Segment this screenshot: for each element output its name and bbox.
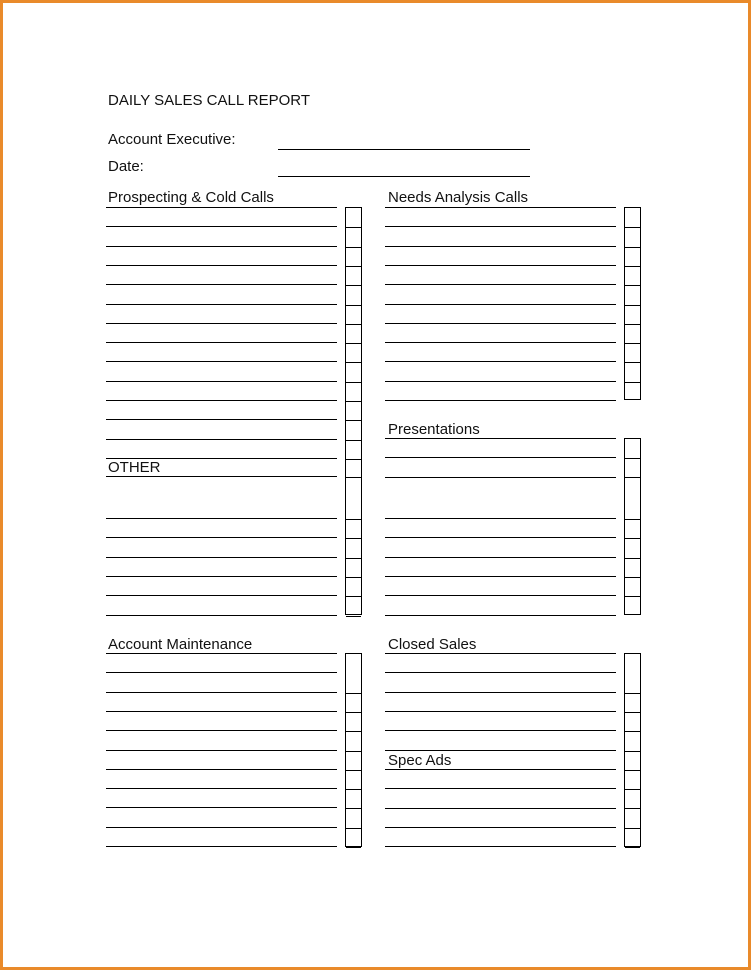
checkbox-divider bbox=[346, 382, 361, 383]
account-maintenance-section-label: Account Maintenance bbox=[108, 636, 253, 653]
needs-analysis-checkbox-column[interactable] bbox=[624, 207, 641, 400]
other-entry-line[interactable] bbox=[106, 576, 337, 577]
prospecting-entry-line[interactable] bbox=[106, 381, 337, 382]
checkbox-divider bbox=[346, 577, 361, 578]
account-maintenance-entry-line[interactable] bbox=[106, 769, 337, 770]
presentations-entry-line[interactable] bbox=[385, 477, 616, 478]
presentations-entry-line[interactable] bbox=[385, 438, 616, 439]
presentations-entry-line[interactable] bbox=[385, 595, 616, 596]
checkbox-divider bbox=[625, 693, 640, 694]
needs-analysis-entry-line[interactable] bbox=[385, 342, 616, 343]
prospecting-section-label: Prospecting & Cold Calls bbox=[108, 189, 274, 206]
prospecting-entry-line[interactable] bbox=[106, 207, 337, 208]
checkbox-divider bbox=[346, 477, 361, 478]
account-maintenance-entry-line[interactable] bbox=[106, 730, 337, 731]
checkbox-divider bbox=[625, 477, 640, 478]
checkbox-divider bbox=[346, 324, 361, 325]
closed-sales-entry-line[interactable] bbox=[385, 750, 616, 751]
presentations-entry-line[interactable] bbox=[385, 457, 616, 458]
checkbox-divider bbox=[346, 847, 361, 848]
account-maintenance-entry-line[interactable] bbox=[106, 827, 337, 828]
presentations-entry-line[interactable] bbox=[385, 576, 616, 577]
checkbox-divider bbox=[625, 227, 640, 228]
report-title: DAILY SALES CALL REPORT bbox=[108, 92, 311, 109]
prospecting-checkbox-column[interactable] bbox=[345, 207, 362, 615]
prospecting-entry-line[interactable] bbox=[106, 419, 337, 420]
checkbox-divider bbox=[346, 401, 361, 402]
checkbox-divider bbox=[346, 770, 361, 771]
checkbox-divider bbox=[346, 519, 361, 520]
checkbox-divider bbox=[346, 751, 361, 752]
checkbox-divider bbox=[625, 362, 640, 363]
needs-analysis-entry-line[interactable] bbox=[385, 207, 616, 208]
checkbox-divider bbox=[625, 324, 640, 325]
spec-ads-entry-line[interactable] bbox=[385, 846, 616, 847]
checkbox-divider bbox=[346, 616, 361, 617]
checkbox-divider bbox=[625, 343, 640, 344]
presentations-entry-line[interactable] bbox=[385, 615, 616, 616]
date-field[interactable] bbox=[278, 176, 530, 177]
checkbox-divider bbox=[346, 596, 361, 597]
checkbox-divider bbox=[346, 538, 361, 539]
checkbox-divider bbox=[625, 247, 640, 248]
checkbox-divider bbox=[346, 247, 361, 248]
prospecting-entry-line[interactable] bbox=[106, 361, 337, 362]
other-entry-line[interactable] bbox=[106, 518, 337, 519]
prospecting-entry-line[interactable] bbox=[106, 439, 337, 440]
presentations-entry-line[interactable] bbox=[385, 518, 616, 519]
prospecting-entry-line[interactable] bbox=[106, 246, 337, 247]
checkbox-divider bbox=[346, 362, 361, 363]
account-maintenance-entry-line[interactable] bbox=[106, 750, 337, 751]
other-entry-line[interactable] bbox=[106, 595, 337, 596]
needs-analysis-entry-line[interactable] bbox=[385, 323, 616, 324]
account-maintenance-entry-line[interactable] bbox=[106, 653, 337, 654]
needs-analysis-entry-line[interactable] bbox=[385, 400, 616, 401]
needs-analysis-entry-line[interactable] bbox=[385, 361, 616, 362]
prospecting-entry-line[interactable] bbox=[106, 400, 337, 401]
closed-sales-entry-line[interactable] bbox=[385, 653, 616, 654]
checkbox-divider bbox=[625, 305, 640, 306]
checkbox-divider bbox=[346, 285, 361, 286]
spec-ads-entry-line[interactable] bbox=[385, 769, 616, 770]
account-maintenance-entry-line[interactable] bbox=[106, 788, 337, 789]
other-heading-line[interactable] bbox=[106, 476, 337, 477]
closed-sales-entry-line[interactable] bbox=[385, 692, 616, 693]
presentations-section-label: Presentations bbox=[388, 421, 480, 438]
account-executive-field[interactable] bbox=[278, 149, 530, 150]
other-entry-line[interactable] bbox=[106, 557, 337, 558]
spec-ads-entry-line[interactable] bbox=[385, 788, 616, 789]
spec-ads-entry-line[interactable] bbox=[385, 827, 616, 828]
checkbox-divider bbox=[625, 808, 640, 809]
checkbox-divider bbox=[625, 382, 640, 383]
checkbox-divider bbox=[625, 577, 640, 578]
checkbox-divider bbox=[625, 266, 640, 267]
checkbox-divider bbox=[346, 731, 361, 732]
checkbox-divider bbox=[346, 420, 361, 421]
presentations-checkbox-column[interactable] bbox=[624, 438, 641, 615]
date-label: Date: bbox=[108, 158, 144, 175]
account-executive-label: Account Executive: bbox=[108, 131, 236, 148]
checkbox-divider bbox=[625, 538, 640, 539]
checkbox-divider bbox=[346, 808, 361, 809]
checkbox-divider bbox=[346, 227, 361, 228]
presentations-entry-line[interactable] bbox=[385, 557, 616, 558]
closed-sales-entry-line[interactable] bbox=[385, 672, 616, 673]
checkbox-divider bbox=[625, 519, 640, 520]
account-maintenance-entry-line[interactable] bbox=[106, 711, 337, 712]
checkbox-divider bbox=[625, 285, 640, 286]
closed-sales-section-label: Closed Sales bbox=[388, 636, 477, 653]
account-maintenance-checkbox-column[interactable] bbox=[345, 653, 362, 847]
checkbox-divider bbox=[625, 458, 640, 459]
checkbox-divider bbox=[625, 789, 640, 790]
closed-sales-entry-line[interactable] bbox=[385, 730, 616, 731]
prospecting-entry-line[interactable] bbox=[106, 323, 337, 324]
presentations-entry-line[interactable] bbox=[385, 537, 616, 538]
checkbox-divider bbox=[346, 266, 361, 267]
account-maintenance-entry-line[interactable] bbox=[106, 846, 337, 847]
checkbox-divider bbox=[625, 751, 640, 752]
checkbox-divider bbox=[346, 305, 361, 306]
checkbox-divider bbox=[625, 847, 640, 848]
checkbox-divider bbox=[625, 558, 640, 559]
checkbox-divider bbox=[625, 731, 640, 732]
checkbox-divider bbox=[346, 343, 361, 344]
checkbox-divider bbox=[346, 558, 361, 559]
prospecting-entry-line[interactable] bbox=[106, 342, 337, 343]
checkbox-divider bbox=[346, 440, 361, 441]
needs-analysis-entry-line[interactable] bbox=[385, 265, 616, 266]
checkbox-divider bbox=[346, 828, 361, 829]
spec-ads-section-label: Spec Ads bbox=[388, 752, 452, 769]
needs-analysis-entry-line[interactable] bbox=[385, 284, 616, 285]
checkbox-divider bbox=[625, 596, 640, 597]
checkbox-divider bbox=[625, 828, 640, 829]
prospecting-entry-line[interactable] bbox=[106, 265, 337, 266]
needs-analysis-section-label: Needs Analysis Calls bbox=[388, 189, 529, 206]
needs-analysis-entry-line[interactable] bbox=[385, 226, 616, 227]
prospecting-entry-line[interactable] bbox=[106, 226, 337, 227]
other-section-label: OTHER bbox=[108, 459, 161, 476]
needs-analysis-entry-line[interactable] bbox=[385, 246, 616, 247]
other-entry-line[interactable] bbox=[106, 537, 337, 538]
closed-sales-checkbox-column[interactable] bbox=[624, 653, 641, 847]
other-entry-line[interactable] bbox=[106, 615, 337, 616]
prospecting-entry-line[interactable] bbox=[106, 304, 337, 305]
needs-analysis-entry-line[interactable] bbox=[385, 381, 616, 382]
account-maintenance-entry-line[interactable] bbox=[106, 692, 337, 693]
checkbox-divider bbox=[346, 693, 361, 694]
checkbox-divider bbox=[346, 459, 361, 460]
needs-analysis-entry-line[interactable] bbox=[385, 304, 616, 305]
checkbox-divider bbox=[346, 712, 361, 713]
account-maintenance-entry-line[interactable] bbox=[106, 807, 337, 808]
checkbox-divider bbox=[346, 789, 361, 790]
checkbox-divider bbox=[625, 770, 640, 771]
prospecting-entry-line[interactable] bbox=[106, 284, 337, 285]
spec-ads-entry-line[interactable] bbox=[385, 808, 616, 809]
closed-sales-entry-line[interactable] bbox=[385, 711, 616, 712]
checkbox-divider bbox=[625, 712, 640, 713]
account-maintenance-entry-line[interactable] bbox=[106, 672, 337, 673]
prospecting-entry-line[interactable] bbox=[106, 458, 337, 459]
